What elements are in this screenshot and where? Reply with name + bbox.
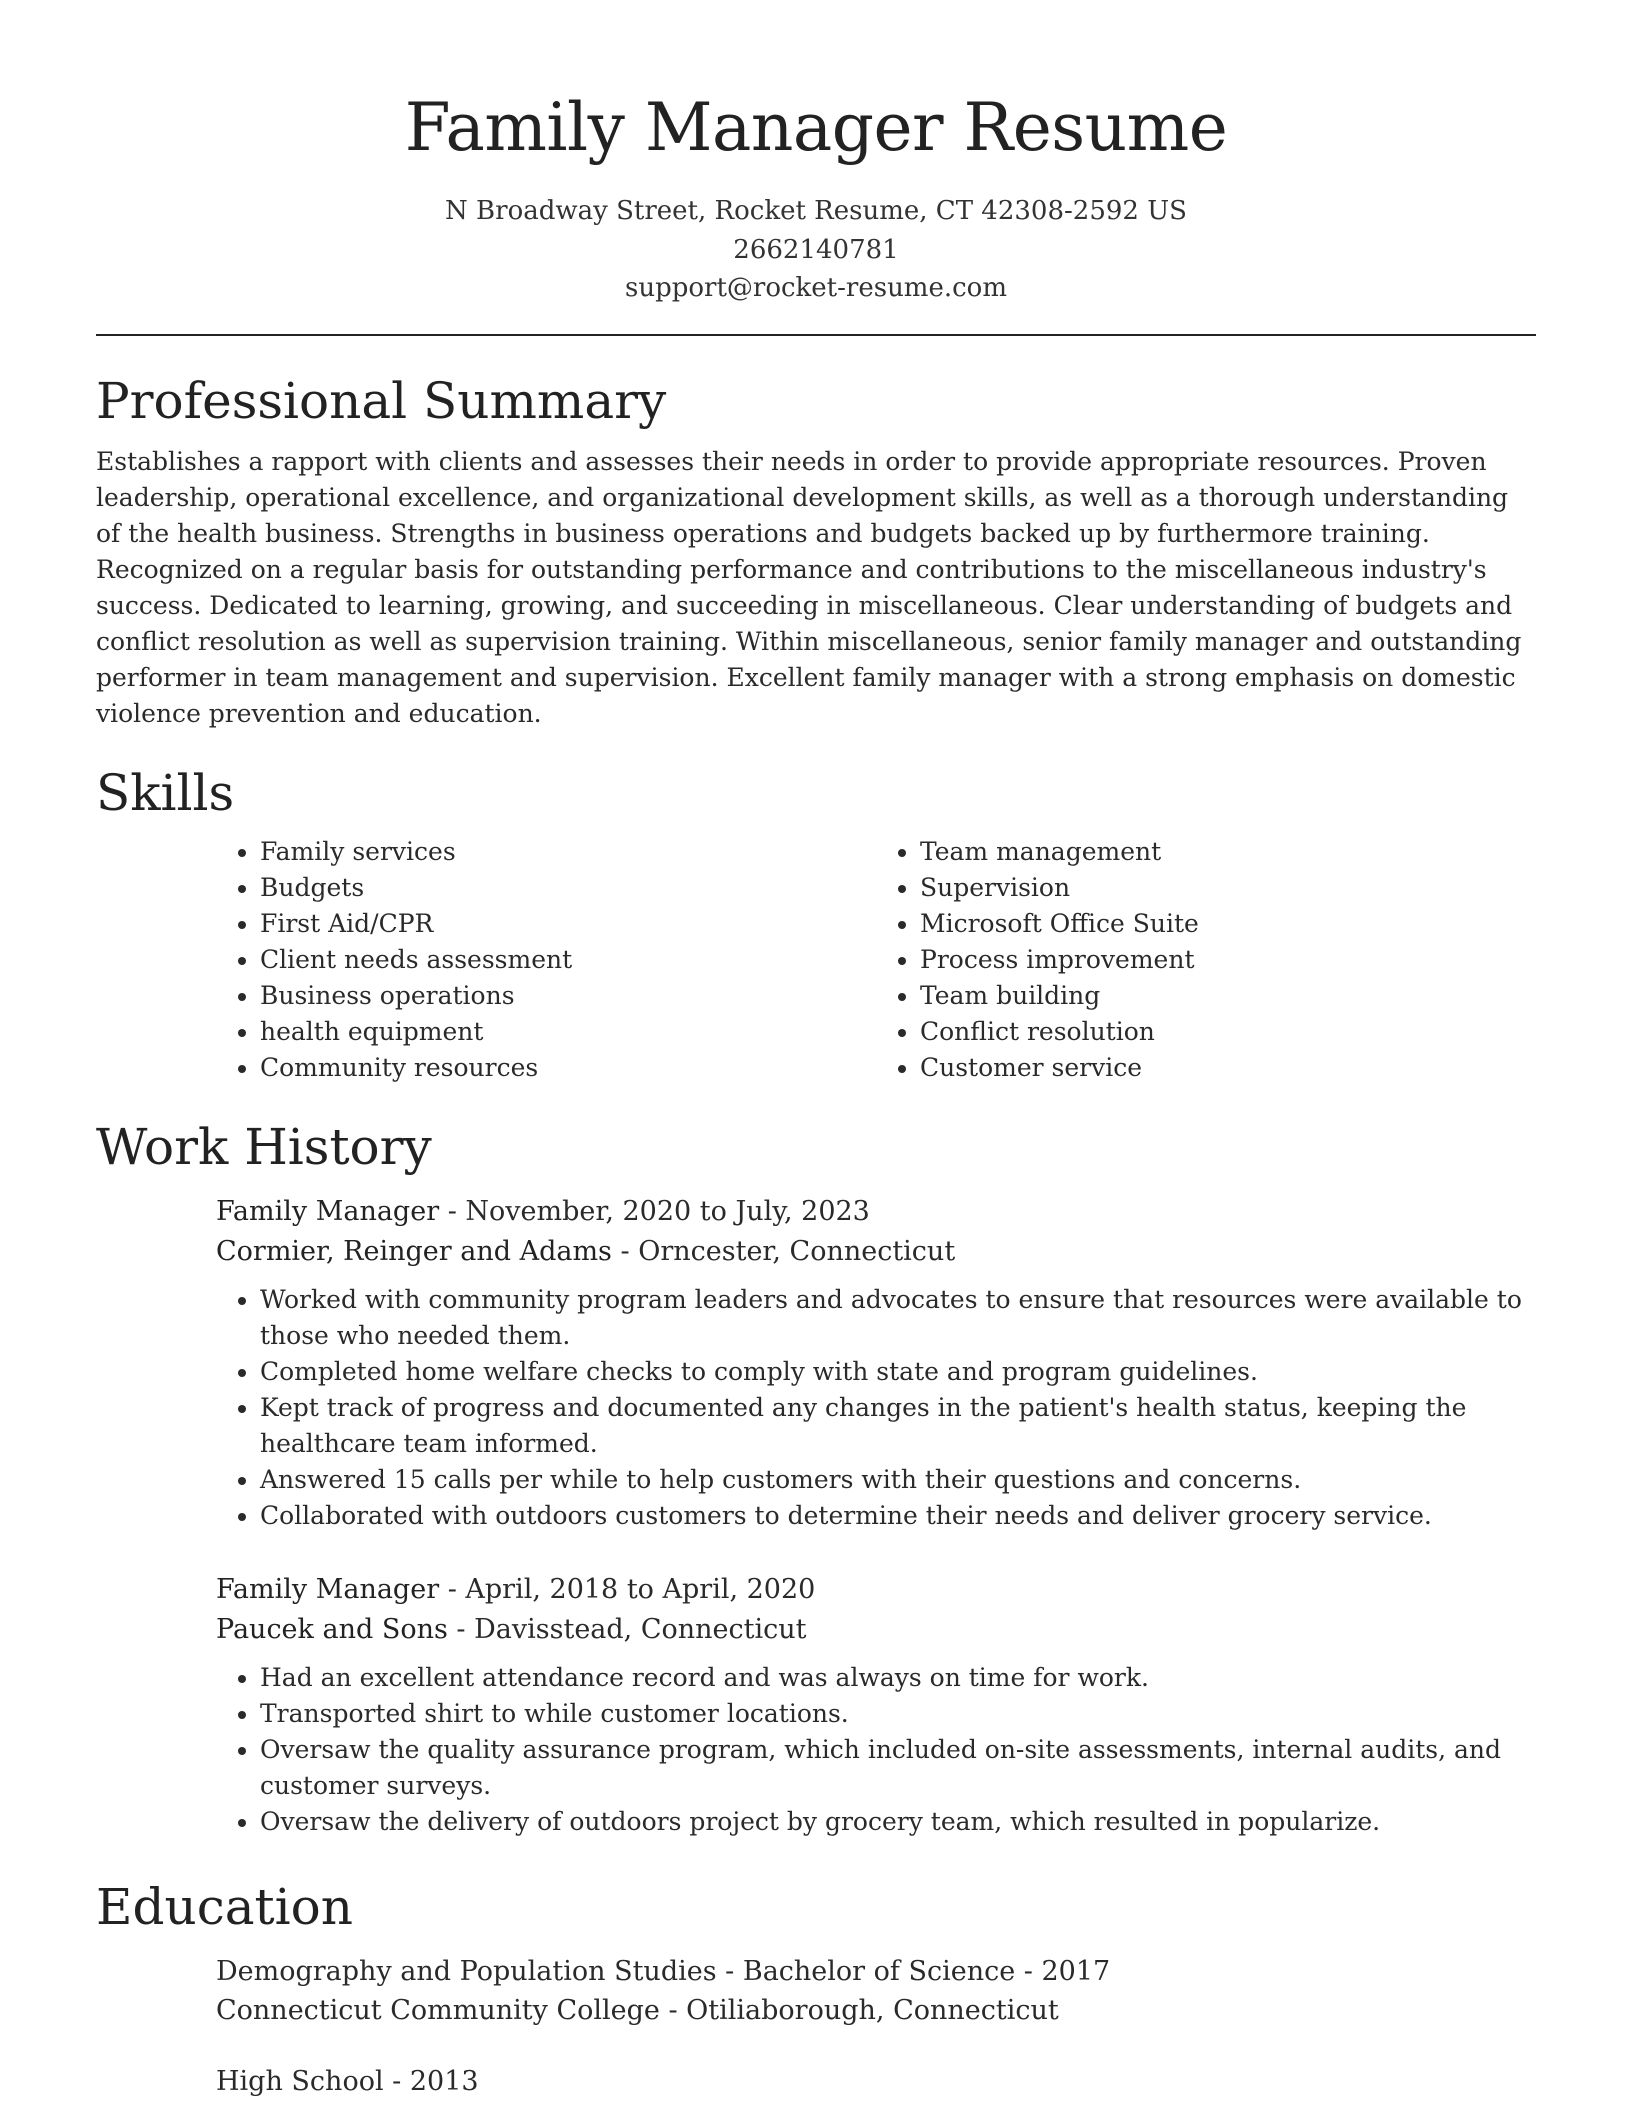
resume-title: Family Manager Resume [404,89,1228,166]
job-bullet: • Oversaw the quality assurance program, which included on-site assessments, internal audits, and customer surveys. [260,1732,1536,1804]
job-location: - Davisstead, Connecticut [447,1613,807,1645]
skill-item: • Business operations [260,978,876,1014]
job-dates: - November, 2020 to July, 2023 [439,1195,870,1227]
summary-heading: Professional Summary [96,371,667,430]
job-bullets [216,1282,1536,1534]
skills-list-right [876,834,1536,1086]
job-role: Family Manager [216,1195,440,1227]
resume-page [96,0,1536,2101]
skill-item: • Budgets [260,870,876,906]
job-company: Paucek and Sons [216,1613,448,1645]
job-bullet: • Worked with community program leaders and advocates to ensure that resources were available to those who needed them. [260,1282,1536,1354]
contact-email: support@rocket-resume.com [624,273,1007,303]
job-bullet: • Oversaw the delivery of outdoors project by grocery team, which resulted in popularize. [260,1804,1536,1840]
skills-heading: Skills [96,763,235,822]
job-bullet: • Collaborated with outdoors customers to determine their needs and deliver grocery service. [260,1498,1536,1534]
job-title-line [216,1570,1536,1610]
resume-header [96,0,1536,308]
job-dates: - April, 2018 to April, 2020 [439,1573,816,1605]
summary-text: Establishes a rapport with clients and assesses their needs in order to provide appropriate resources. Proven leadership, operational excellence, and organizational development skills, as well as a thorough understanding of the health business. Strengths in business operations and budgets backed up by furthermore training. Recognized on a regular basis for outstanding performance and contributions to the miscellaneous industry's success. Dedicated to learning, growing, and succeeding in miscellaneous. Clear understanding of budgets and conflict resolution as well as supervision training. Within miscellaneous, senior family manager and outstanding performer in team management and supervision. Excellent family manager with a strong emphasis on domestic violence prevention and education. [96,446,1522,728]
skills-section [96,762,1536,1086]
skill-item: • Client needs assessment [260,942,876,978]
contact-address: N Broadway Street, Rocket Resume, CT 42308-2592 US [445,196,1187,226]
summary-section [96,370,1536,732]
skill-item: • health equipment [260,1014,876,1050]
job-company-line [216,1232,1536,1272]
job-entry [216,1192,1536,1534]
education-school-line: Connecticut Community College - Otiliaborough, Connecticut [216,1994,1059,2026]
skill-item: • Conflict resolution [920,1014,1536,1050]
skills-list-left [216,834,876,1086]
education-entry [216,2062,1536,2101]
skill-item: • Process improvement [920,942,1536,978]
work-section [96,1116,1536,1840]
education-degree-line: Demography and Population Studies - Bachelor of Science - 2017 [216,1955,1111,1987]
skill-item: • Microsoft Office Suite [920,906,1536,942]
work-heading: Work History [96,1117,432,1176]
job-location: - Orncester, Connecticut [611,1235,956,1267]
job-entry [216,1570,1536,1840]
skill-item: • First Aid/CPR [260,906,876,942]
skill-item: • Supervision [920,870,1536,906]
skills-columns [216,834,1536,1086]
education-entry [216,1952,1536,2030]
job-bullet: • Kept track of progress and documented any changes in the patient's health status, keeping the healthcare team informed. [260,1390,1536,1462]
job-company-line [216,1610,1536,1650]
job-bullet: • Completed home welfare checks to comply with state and program guidelines. [260,1354,1536,1390]
skill-item: • Team management [920,834,1536,870]
job-bullet: • Transported shirt to while customer locations. [260,1696,1536,1732]
job-role: Family Manager [216,1573,440,1605]
job-bullet: • Had an excellent attendance record and was always on time for work. [260,1660,1536,1696]
skill-item: • Family services [260,834,876,870]
job-bullets [216,1660,1536,1840]
job-title-line [216,1192,1536,1232]
skill-item: • Customer service [920,1050,1536,1086]
education-section [96,1876,1536,2101]
contact-block [96,192,1536,308]
skill-item: • Team building [920,978,1536,1014]
job-bullet: • Answered 15 calls per while to help customers with their questions and concerns. [260,1462,1536,1498]
education-degree-line: High School - 2013 [216,2065,479,2097]
header-divider [96,334,1536,336]
job-company: Cormier, Reinger and Adams [216,1235,612,1267]
contact-phone: 2662140781 [733,234,899,265]
skill-item: • Community resources [260,1050,876,1086]
education-heading: Education [96,1877,353,1936]
